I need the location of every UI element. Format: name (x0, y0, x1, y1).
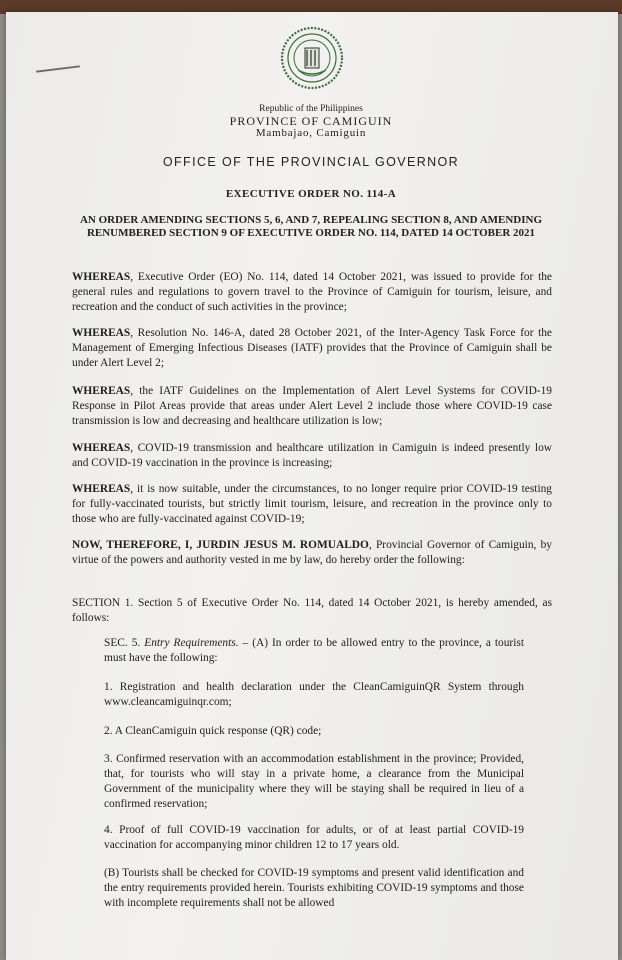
requirement-item: 2. A CleanCamiguin quick response (QR) code; (104, 725, 322, 737)
sec-5-intro (104, 636, 524, 666)
whereas-text: , it is now suitable, under the circumstances, to no longer require prior COVID-19 testing for fully-vaccinated tourists, but strictly limit tourism, leisure, and recreation in the province only to those who are fully-vaccinated against COVID-19; (72, 483, 552, 525)
whereas-text: , Executive Order (EO) No. 114, dated 14 October 2021, was issued to provide for the general rules and regulations to govern travel to the Province of Camiguin for tourism, leisure, and recreation and the conduct of such activities in the province; (72, 271, 552, 313)
now-therefore-lead: NOW, THEREFORE, I, JURDIN JESUS M. ROMUALDO (72, 539, 369, 551)
whereas-text: , the IATF Guidelines on the Implementation of Alert Level Systems for COVID-19 Response in Pilot Areas provide that areas under Alert Level 2 include those where COVID-19 case transmission is low and decreasing and healthcare utilization is low; (72, 385, 552, 427)
whereas-clause (72, 270, 552, 315)
whereas-text: , COVID-19 transmission and healthcare utilization in Camiguin is indeed presently low and COVID-19 vaccination in the province is increasing; (72, 442, 552, 469)
republic-line: Republic of the Philippines (259, 104, 363, 114)
now-therefore-text: , Provincial Governor of Camiguin, by virtue of the powers and authority vested in me by law, do hereby order the following: (72, 539, 552, 566)
now-therefore-clause (72, 538, 552, 568)
part-b: (B) Tourists shall be checked for COVID-19 symptoms and present valid identification and the entry requirements provided herein. Tourists exhibiting COVID-19 symptoms and those with incomplete requirements shall not be allowed (104, 867, 524, 909)
pen-mark (36, 65, 80, 72)
whereas-lead: WHEREAS (72, 385, 131, 397)
whereas-lead: WHEREAS (72, 327, 131, 339)
town-name: Mambajao, Camiguin (255, 127, 367, 139)
order-number: EXECUTIVE ORDER NO. 114-A (225, 188, 397, 200)
office-title: OFFICE OF THE PROVINCIAL GOVERNOR (162, 155, 460, 169)
whereas-clause (72, 482, 552, 527)
whereas-lead: WHEREAS (72, 442, 131, 454)
requirement-item: 3. Confirmed reservation with an accommodation establishment in the province; Provided, that, for tourists who will stay in a private home, a clearance from the Municipal Government of the municipality where they will be staying shall be required in lieu of a confirmed reservation; (104, 753, 524, 810)
requirement-item: 1. Registration and health declaration under the CleanCamiguinQR System through www.cleancamiguinqr.com; (104, 681, 524, 708)
whereas-clause (72, 384, 552, 429)
sec-5-heading: Entry Requirements. (144, 637, 239, 649)
order-title: AN ORDER AMENDING SECTIONS 5, 6, AND 7, REPEALING SECTION 8, AND AMENDING RENUMBERED SECTION 9 OF EXECUTIVE ORDER NO. 114, DATED 14 OCTOBER 2021 (79, 214, 543, 239)
section-1: SECTION 1. Section 5 of Executive Order No. 114, dated 14 October 2021, is hereby amended, as follows: (72, 597, 552, 624)
whereas-text: , Resolution No. 146-A, dated 28 October 2021, of the Inter-Agency Task Force for the Management of Emerging Infectious Diseases (IATF) provides that the Province of Camiguin shall be under Alert Level 2; (72, 327, 552, 369)
whereas-clause (72, 326, 552, 371)
provincial-seal-icon (280, 26, 344, 90)
whereas-clause (72, 441, 552, 471)
province-name: PROVINCE OF CAMIGUIN (229, 114, 393, 128)
whereas-lead: WHEREAS (72, 271, 131, 283)
sec-5-text: – (A) In order to be allowed entry to the province, a tourist must have the following: (104, 637, 524, 664)
whereas-lead: WHEREAS (72, 483, 131, 495)
requirement-item: 4. Proof of full COVID-19 vaccination for adults, or of at least partial COVID-19 vaccination for accompanying minor children 12 to 17 years old. (104, 824, 524, 851)
sec-5-prefix: SEC. 5. (104, 637, 145, 649)
